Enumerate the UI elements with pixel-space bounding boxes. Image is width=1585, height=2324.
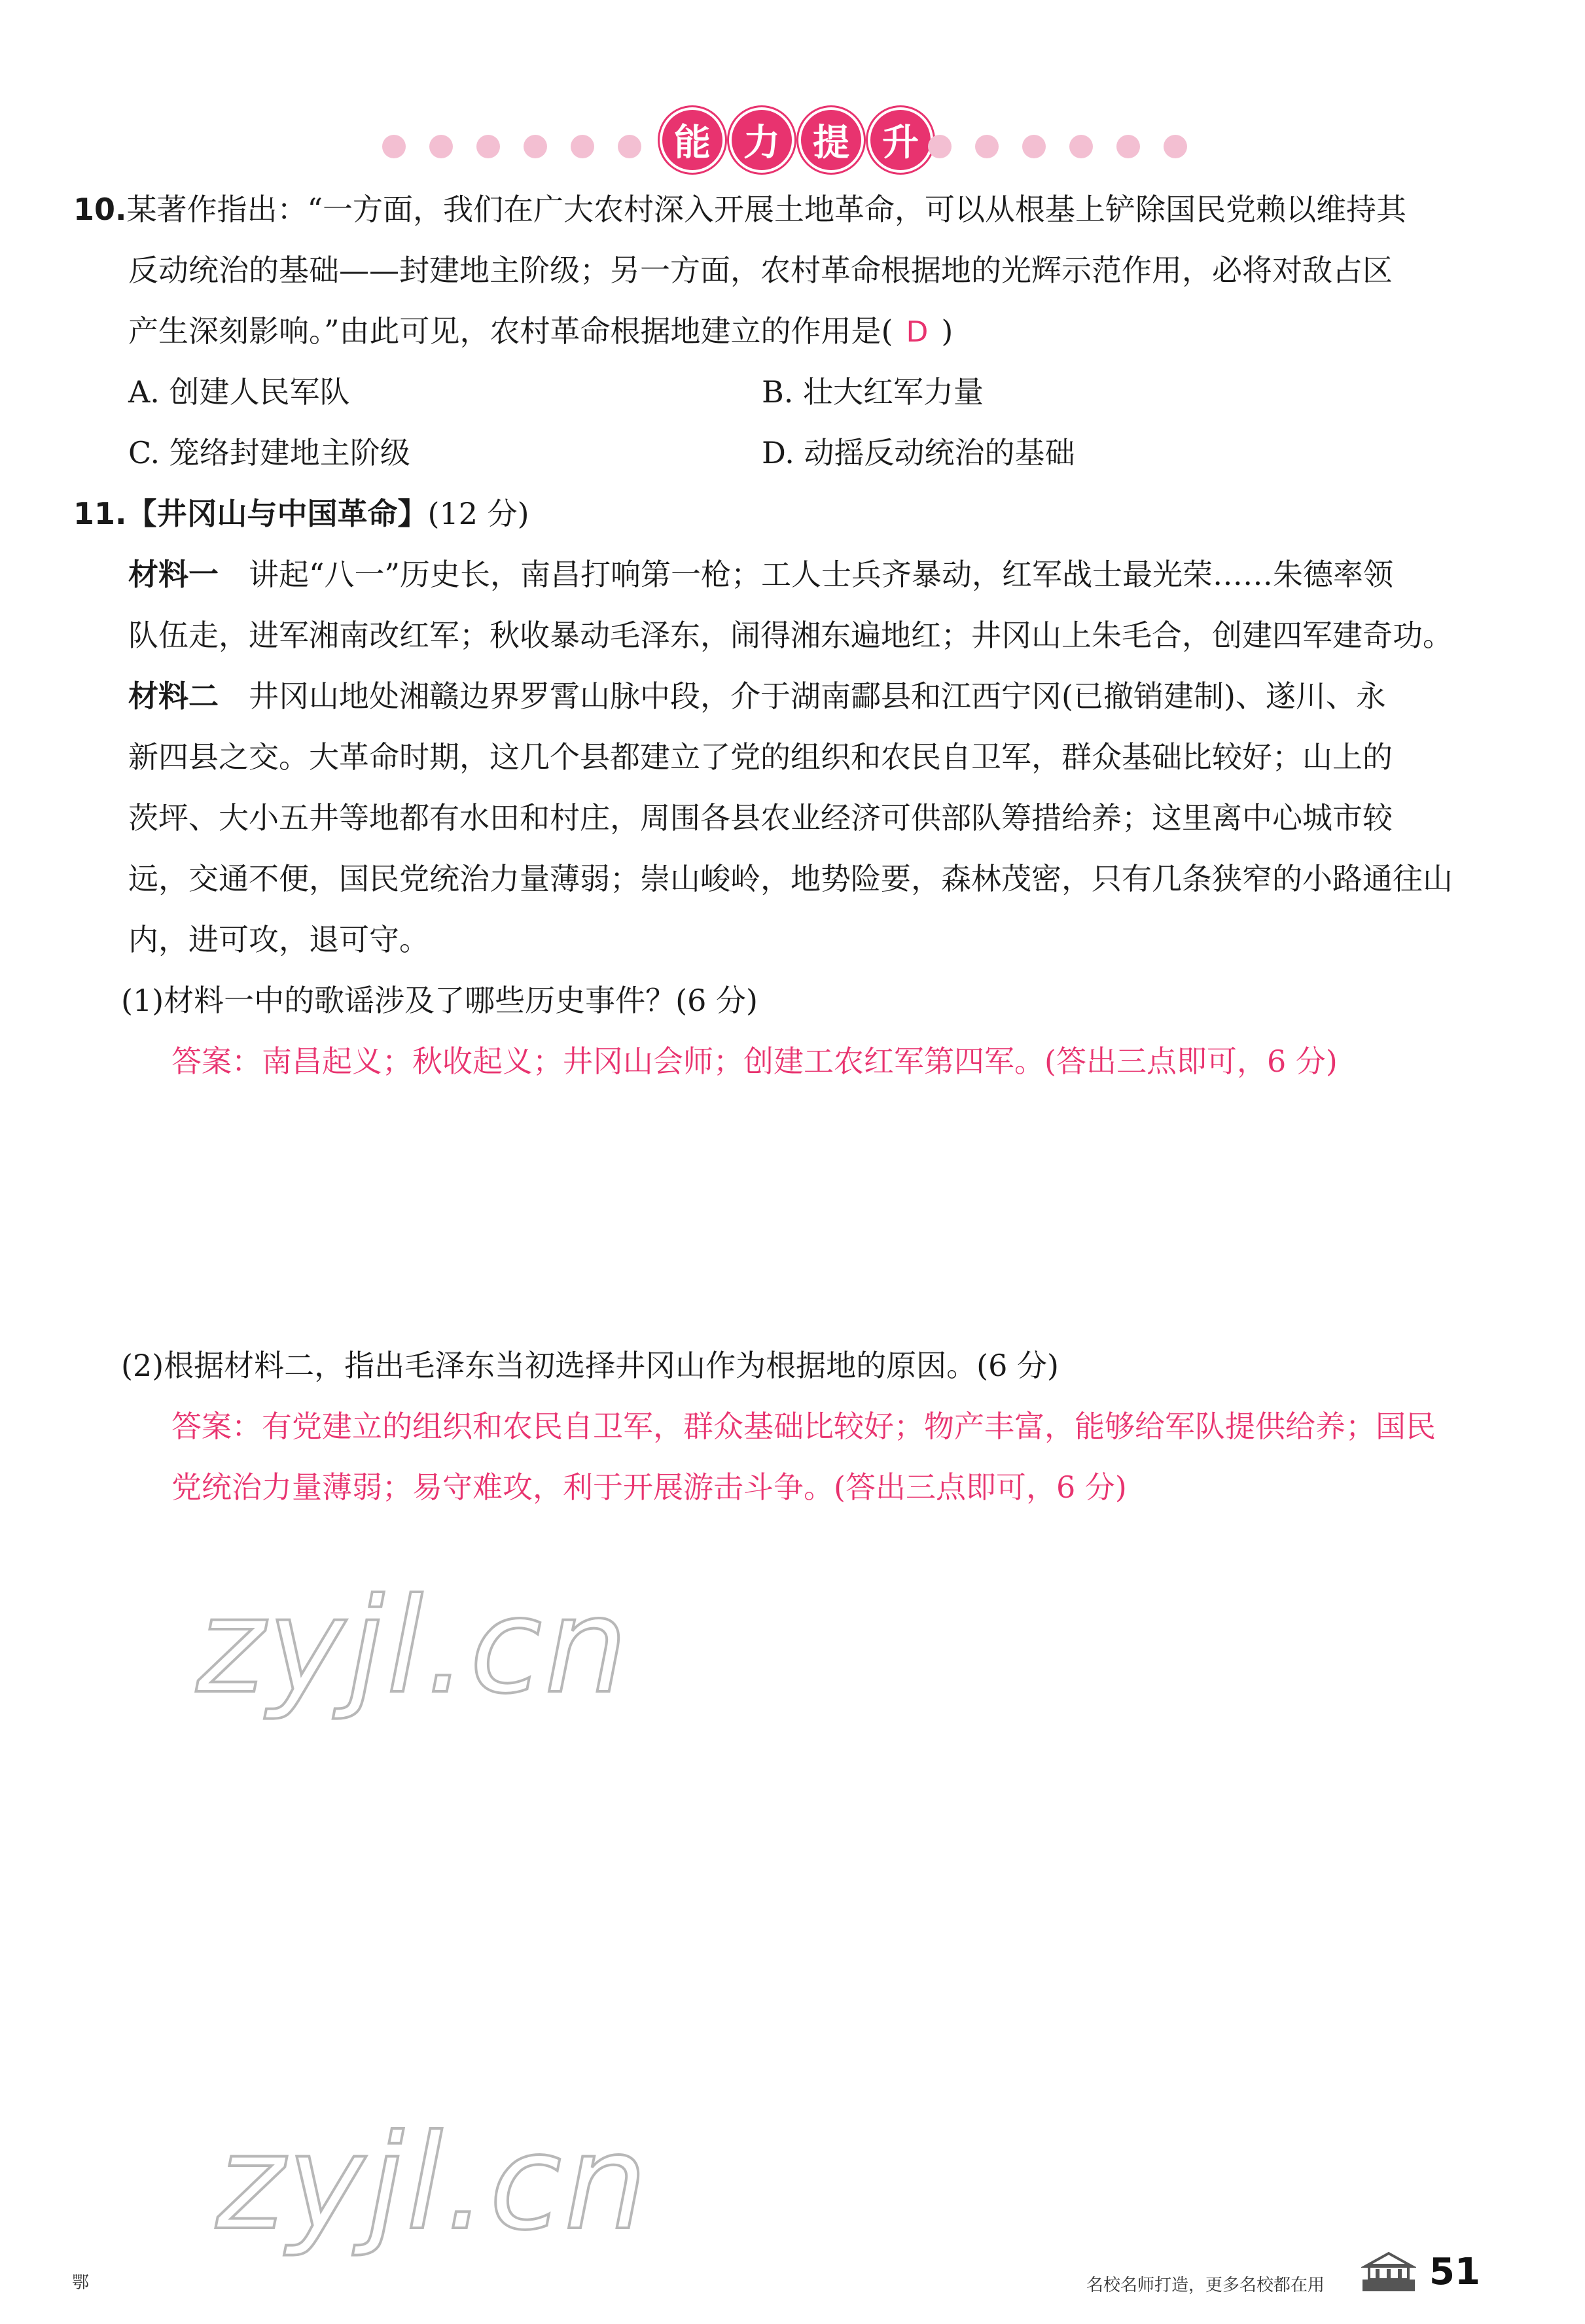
dot-icon [618, 135, 641, 158]
q11-number: 11. [73, 496, 127, 531]
q11-sub2-answer-2: 党统治力量薄弱；易守难攻，利于开展游击斗争。(答出三点即可，6 分) [171, 1470, 1127, 1505]
left-dot-row [382, 135, 641, 158]
dot-icon [1022, 135, 1046, 158]
q10-option-b: B. 壮大红军力量 [762, 374, 984, 410]
section-title-char: 升 [870, 110, 931, 170]
dot-icon [928, 135, 952, 158]
dot-icon [382, 135, 406, 158]
material1-line-2: 队伍走，进军湘南改红军；秋收暴动毛泽东，闹得湘东遍地红；井冈山上朱毛合，创建四军建奇功。 [128, 618, 1453, 653]
q10-option-d: D. 动摇反动统治的基础 [762, 435, 1075, 470]
section-title [662, 110, 931, 170]
page-number: 51 [1429, 2251, 1480, 2293]
dot-icon [524, 135, 547, 158]
section-title-char: 力 [732, 110, 792, 170]
material2-line-2: 新四县之交。大革命时期，这几个县都建立了党的组织和农民自卫军，群众基础比较好；山上的 [128, 739, 1393, 775]
q10-line-1 [73, 191, 1406, 228]
q11-title: 【井冈山与中国革命】 [126, 496, 428, 531]
footer-slogan: 名校名师打造，更多名校都在用 [1086, 2276, 1325, 2295]
section-header [0, 110, 1585, 182]
section-title-char: 能 [662, 110, 722, 170]
q10-stem-1: 某著作指出：“一方面，我们在广大农村深入开展土地革命，可以从根基上铲除国民党赖以维持其 [126, 192, 1407, 227]
material1-line-1 [128, 556, 1393, 593]
material1-text-1: 讲起“八一”历史长，南昌打响第一枪；工人士兵齐暴动，红军战士最光荣……朱德率领 [249, 557, 1394, 592]
q10-line-2: 反动统治的基础——封建地主阶级；另一方面，农村革命根据地的光辉示范作用，必将对敌占区 [128, 253, 1393, 288]
school-logo-icon [1361, 2251, 1416, 2293]
material2-line-1 [128, 678, 1386, 714]
dot-icon [429, 135, 453, 158]
dot-icon [476, 135, 500, 158]
material2-label: 材料二 [128, 678, 219, 714]
q10-stem-3: 产生深刻影响。”由此可见，农村革命根据地建立的作用是( [128, 313, 893, 349]
material2-line-5: 内，进可攻，退可守。 [128, 922, 429, 957]
q11-heading [73, 495, 529, 532]
q10-option-a: A. 创建人民军队 [128, 374, 350, 410]
dot-icon [571, 135, 594, 158]
footer-region: 鄂 [72, 2273, 90, 2293]
q11-score: (12 分) [427, 496, 529, 531]
q10-line-3 [128, 313, 953, 351]
watermark: zyjl.cn [196, 1570, 630, 1723]
dot-icon [975, 135, 999, 158]
material2-line-3: 茨坪、大小五井等地都有水田和村庄，周围各县农业经济可供部队筹措给养；这里离中心城市较 [128, 800, 1393, 836]
dot-icon [1164, 135, 1187, 158]
material1-label: 材料一 [128, 557, 219, 592]
q10-close-paren: ) [941, 313, 953, 349]
q10-answer: D [906, 315, 929, 349]
dot-icon [1069, 135, 1093, 158]
material2-text-1: 井冈山地处湘赣边界罗霄山脉中段，介于湖南酃县和江西宁冈(已撤销建制)、遂川、永 [249, 678, 1386, 714]
q11-sub2-answer-1: 答案：有党建立的组织和农民自卫军，群众基础比较好；物产丰富，能够给军队提供给养；国民 [171, 1409, 1436, 1444]
q10-option-c: C. 笼络封建地主阶级 [128, 435, 410, 470]
dot-icon [1116, 135, 1140, 158]
q11-sub2-question: (2)根据材料二，指出毛泽东当初选择井冈山作为根据地的原因。(6 分) [121, 1348, 1059, 1383]
right-dot-row [928, 135, 1187, 158]
q10-number: 10. [73, 192, 127, 227]
watermark: zyjl.cn [216, 2107, 650, 2259]
q11-sub1-answer: 答案：南昌起义；秋收起义；井冈山会师；创建工农红军第四军。(答出三点即可，6 分) [171, 1044, 1338, 1079]
section-title-char: 提 [801, 110, 861, 170]
q11-sub1-question: (1)材料一中的歌谣涉及了哪些历史事件？(6 分) [121, 983, 758, 1018]
material2-line-4: 远，交通不便，国民党统治力量薄弱；崇山峻岭，地势险要，森林茂密，只有几条狭窄的小路通往山 [128, 861, 1453, 896]
